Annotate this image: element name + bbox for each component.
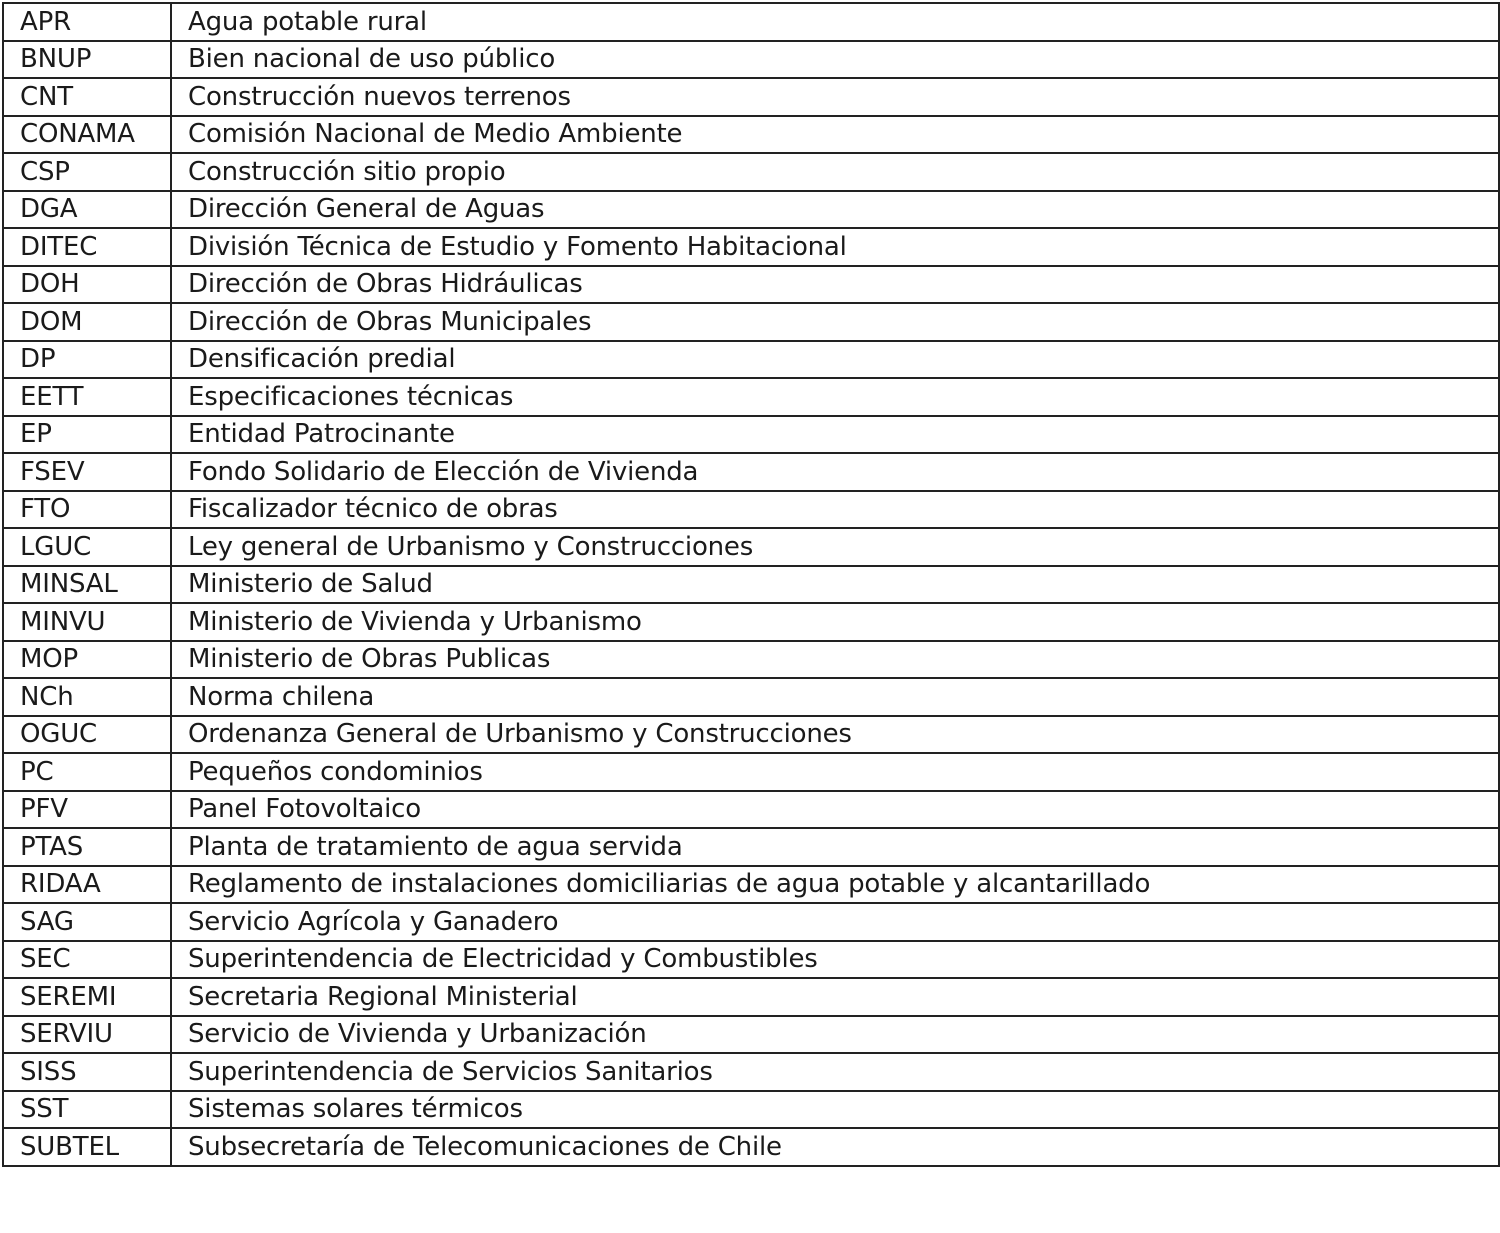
abbreviation-cell: BNUP [3,41,171,79]
description-cell: Ordenanza General de Urbanismo y Construcciones [171,716,1499,754]
description-cell: Comisión Nacional de Medio Ambiente [171,116,1499,154]
abbreviation-cell: DITEC [3,228,171,266]
table-row [3,603,1499,641]
abbreviation-cell: APR [3,3,171,41]
abbreviation-cell: SEC [3,941,171,979]
description-cell: Especificaciones técnicas [171,378,1499,416]
abbreviation-cell: MOP [3,641,171,679]
table-row [3,153,1499,191]
description-cell: Ministerio de Obras Publicas [171,641,1499,679]
abbreviation-cell: SUBTEL [3,1128,171,1166]
description-cell: Panel Fotovoltaico [171,791,1499,829]
abbreviation-cell: DOM [3,303,171,341]
abbreviation-cell: PC [3,753,171,791]
table-row [3,266,1499,304]
table-row [3,1128,1499,1166]
table-row [3,303,1499,341]
description-cell: Fiscalizador técnico de obras [171,491,1499,529]
table-row [3,716,1499,754]
description-cell: Pequeños condominios [171,753,1499,791]
description-cell: Dirección General de Aguas [171,191,1499,229]
description-cell: Densificación predial [171,341,1499,379]
abbreviation-cell: SEREMI [3,978,171,1016]
table-row [3,903,1499,941]
abbreviation-cell: EETT [3,378,171,416]
abbreviations-table [2,2,1500,1167]
table-row [3,78,1499,116]
table-row [3,641,1499,679]
abbreviation-cell: NCh [3,678,171,716]
abbreviation-cell: FTO [3,491,171,529]
description-cell: Dirección de Obras Hidráulicas [171,266,1499,304]
table-row [3,753,1499,791]
abbreviation-cell: PFV [3,791,171,829]
table-row [3,228,1499,266]
description-cell: División Técnica de Estudio y Fomento Habitacional [171,228,1499,266]
table-row [3,1053,1499,1091]
abbreviation-cell: CONAMA [3,116,171,154]
abbreviation-cell: RIDAA [3,866,171,904]
table-row [3,1091,1499,1129]
table-row [3,978,1499,1016]
abbreviation-cell: DP [3,341,171,379]
table-row [3,1016,1499,1054]
abbreviation-cell: LGUC [3,528,171,566]
description-cell: Servicio de Vivienda y Urbanización [171,1016,1499,1054]
description-cell: Fondo Solidario de Elección de Vivienda [171,453,1499,491]
description-cell: Construcción sitio propio [171,153,1499,191]
table-row [3,453,1499,491]
table-row [3,528,1499,566]
abbreviation-cell: CNT [3,78,171,116]
abbreviation-cell: MINSAL [3,566,171,604]
table-row [3,41,1499,79]
description-cell: Secretaria Regional Ministerial [171,978,1499,1016]
table-row [3,341,1499,379]
description-cell: Reglamento de instalaciones domiciliarias de agua potable y alcantarillado [171,866,1499,904]
table-row [3,678,1499,716]
table-row [3,378,1499,416]
abbreviation-cell: DOH [3,266,171,304]
description-cell: Ley general de Urbanismo y Construcciones [171,528,1499,566]
abbreviation-cell: FSEV [3,453,171,491]
description-cell: Superintendencia de Servicios Sanitarios [171,1053,1499,1091]
description-cell: Ministerio de Salud [171,566,1499,604]
abbreviations-table-body [3,3,1499,1166]
description-cell: Dirección de Obras Municipales [171,303,1499,341]
table-row [3,941,1499,979]
table-row [3,116,1499,154]
abbreviation-cell: EP [3,416,171,454]
table-row [3,828,1499,866]
description-cell: Bien nacional de uso público [171,41,1499,79]
description-cell: Superintendencia de Electricidad y Combustibles [171,941,1499,979]
abbreviation-cell: CSP [3,153,171,191]
description-cell: Agua potable rural [171,3,1499,41]
abbreviations-table-container [2,2,1498,1167]
abbreviation-cell: DGA [3,191,171,229]
abbreviation-cell: PTAS [3,828,171,866]
description-cell: Ministerio de Vivienda y Urbanismo [171,603,1499,641]
abbreviation-cell: OGUC [3,716,171,754]
table-row [3,416,1499,454]
abbreviation-cell: SERVIU [3,1016,171,1054]
table-row [3,491,1499,529]
description-cell: Construcción nuevos terrenos [171,78,1499,116]
abbreviation-cell: SISS [3,1053,171,1091]
abbreviation-cell: SST [3,1091,171,1129]
table-row [3,3,1499,41]
abbreviation-cell: SAG [3,903,171,941]
description-cell: Norma chilena [171,678,1499,716]
table-row [3,566,1499,604]
abbreviation-cell: MINVU [3,603,171,641]
description-cell: Planta de tratamiento de agua servida [171,828,1499,866]
table-row [3,191,1499,229]
description-cell: Entidad Patrocinante [171,416,1499,454]
description-cell: Subsecretaría de Telecomunicaciones de Chile [171,1128,1499,1166]
description-cell: Servicio Agrícola y Ganadero [171,903,1499,941]
description-cell: Sistemas solares térmicos [171,1091,1499,1129]
table-row [3,866,1499,904]
table-row [3,791,1499,829]
